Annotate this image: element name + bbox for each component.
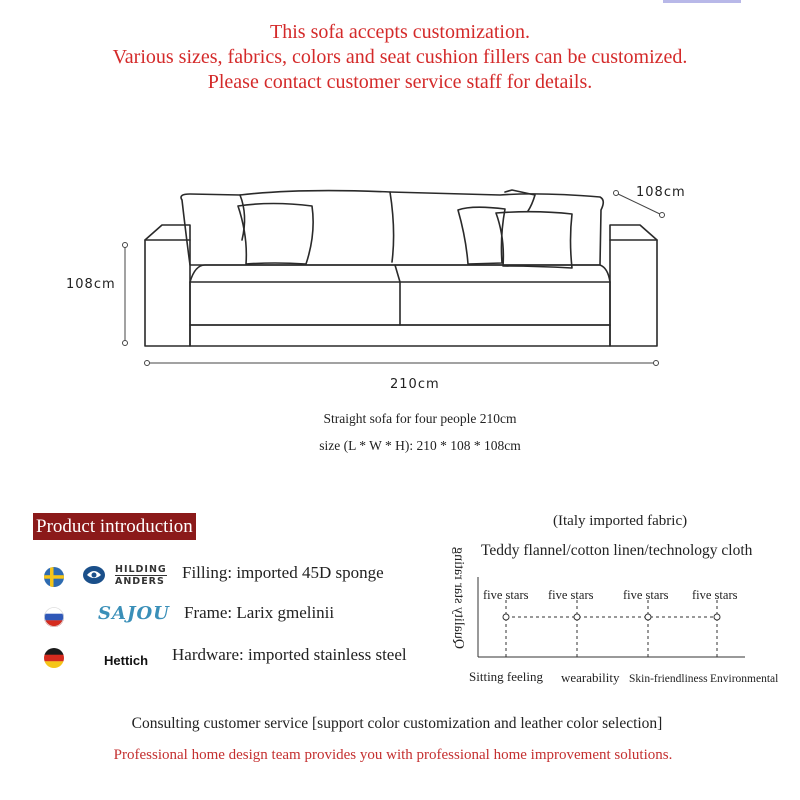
fabric-types: Teddy flannel/cotton linen/technology cloth bbox=[481, 542, 753, 559]
rating-value-3: five stars bbox=[623, 588, 669, 602]
hettich-logo: Hettich bbox=[104, 653, 149, 668]
length-dimension-label: 210cm bbox=[390, 377, 440, 392]
height-dimension-label: 108cm bbox=[66, 277, 116, 292]
header-line-1: This sofa accepts customization. bbox=[270, 21, 530, 43]
fabric-origin: (Italy imported fabric) bbox=[553, 513, 688, 529]
caption-line-2: size (L * W * H): 210 * 108 * 108cm bbox=[319, 438, 521, 453]
depth-dimension-label: 108cm bbox=[636, 185, 686, 200]
rating-category-4: Environmental bbox=[710, 673, 779, 685]
rating-value-4: five stars bbox=[692, 588, 738, 602]
rating-category-3: Skin-friendliness bbox=[629, 673, 708, 685]
hilding-anders-logo-text bbox=[115, 564, 167, 587]
product-intro-title: Product introduction bbox=[33, 513, 196, 540]
rating-chart bbox=[460, 570, 760, 670]
filling-text: Filling: imported 45D sponge bbox=[182, 563, 384, 582]
germany-flag-icon bbox=[44, 648, 64, 668]
rating-category-1: Sitting feeling bbox=[469, 669, 544, 684]
frame-text: Frame: Larix gmelinii bbox=[184, 603, 335, 622]
caption-line-1: Straight sofa for four people 210cm bbox=[323, 411, 517, 426]
rating-point-3 bbox=[645, 614, 651, 620]
rating-value-1: five stars bbox=[483, 588, 529, 602]
design-team-text: Professional home design team provides you with professional home improvement solutions. bbox=[113, 747, 673, 763]
top-accent-bar bbox=[663, 0, 741, 3]
rating-ylabel: Quality star rating bbox=[451, 547, 466, 649]
sajou-logo: SAJOU bbox=[98, 603, 170, 624]
header-line-3: Please contact customer service staff for details. bbox=[207, 71, 593, 93]
header-line-2: Various sizes, fabrics, colors and seat cushion fillers can be customized. bbox=[112, 46, 688, 68]
rating-category-2: wearability bbox=[561, 670, 620, 685]
consulting-service-text: Consulting customer service [support color customization and leather color selection] bbox=[131, 715, 663, 732]
rating-point-4 bbox=[714, 614, 720, 620]
brand-line-1: HILDING bbox=[115, 564, 167, 575]
rating-value-2: five stars bbox=[548, 588, 594, 602]
russia-flag-icon bbox=[44, 607, 64, 627]
brand-line-2: ANDERS bbox=[115, 576, 165, 587]
hilding-anders-logo-icon bbox=[81, 563, 109, 587]
rating-point-1 bbox=[503, 614, 509, 620]
rating-point-2 bbox=[574, 614, 580, 620]
hardware-text: Hardware: imported stainless steel bbox=[172, 645, 407, 664]
sweden-flag-icon bbox=[44, 567, 64, 587]
sofa-illustration bbox=[0, 170, 800, 380]
